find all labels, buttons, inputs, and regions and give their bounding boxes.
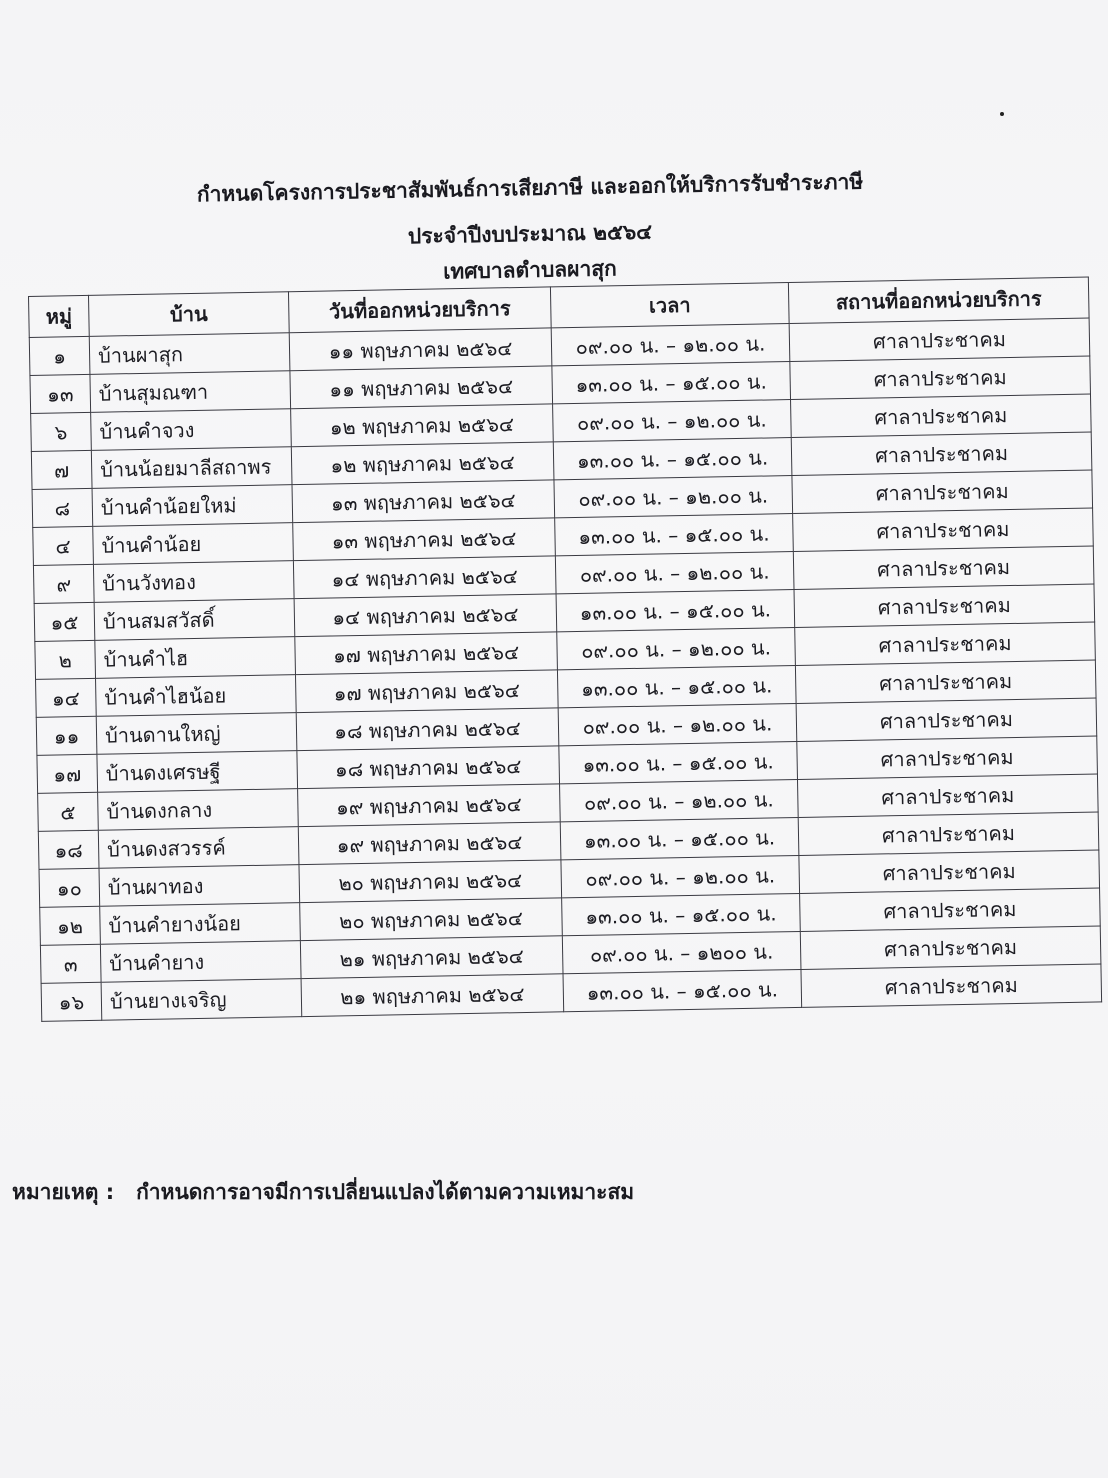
document-subtitle-fiscal-year: ประจำปีงบประมาณ ๒๕๖๔ <box>407 219 653 249</box>
cell-village: บ้านคำน้อยใหม่ <box>92 485 293 527</box>
cell-place: ศาลาประชาคม <box>799 850 1100 893</box>
cell-village: บ้านดงกลาง <box>98 789 299 831</box>
header-date: วันที่ออกหน่วยบริการ <box>288 287 551 333</box>
cell-date: ๒๐ พฤษภาคม ๒๕๖๔ <box>299 860 562 903</box>
cell-moo: ๑๓ <box>30 374 91 413</box>
cell-village: บ้านคำยาง <box>100 941 301 983</box>
cell-village: บ้านดงเศรษฐี <box>97 751 298 793</box>
cell-time: ๑๓.๐๐ น. – ๑๕.๐๐ น. <box>559 741 798 783</box>
cell-time: ๐๙.๐๐ น. – ๑๒.๐๐ น. <box>553 400 792 442</box>
cell-date: ๑๑ พฤษภาคม ๒๕๖๔ <box>290 366 553 409</box>
cell-place: ศาลาประชาคม <box>796 698 1097 741</box>
cell-place: ศาลาประชาคม <box>793 508 1094 551</box>
cell-place: ศาลาประชาคม <box>790 356 1091 399</box>
schedule-table-wrapper <box>28 277 1101 1022</box>
cell-village: บ้านผาทอง <box>99 865 300 907</box>
cell-place: ศาลาประชาคม <box>800 926 1101 969</box>
cell-date: ๑๙ พฤษภาคม ๒๕๖๔ <box>298 784 561 827</box>
cell-time: ๐๙.๐๐ น. – ๑๒.๐๐ น. <box>557 628 796 670</box>
cell-date: ๑๔ พฤษภาคม ๒๕๖๔ <box>293 556 556 599</box>
cell-date: ๑๒ พฤษภาคม ๒๕๖๔ <box>291 442 554 485</box>
cell-date: ๑๘ พฤษภาคม ๒๕๖๔ <box>297 746 560 789</box>
cell-moo: ๑ <box>29 336 90 375</box>
cell-place: ศาลาประชาคม <box>793 546 1094 589</box>
cell-village: บ้านคำไฮน้อย <box>96 675 297 717</box>
cell-date: ๑๗ พฤษภาคม ๒๕๖๔ <box>295 632 558 675</box>
cell-place: ศาลาประชาคม <box>792 470 1093 513</box>
cell-date: ๒๑ พฤษภาคม ๒๕๖๔ <box>301 974 564 1017</box>
cell-moo: ๑๒ <box>40 906 101 945</box>
cell-moo: ๑๗ <box>37 754 98 793</box>
cell-village: บ้านดานใหญ่ <box>96 713 297 755</box>
cell-place: ศาลาประชาคม <box>797 774 1098 817</box>
footnote <box>12 1176 634 1209</box>
cell-time: ๑๓.๐๐ น. – ๑๕.๐๐ น. <box>556 590 795 632</box>
cell-village: บ้านดงสวรรค์ <box>98 827 299 869</box>
cell-time: ๑๓.๐๐ น. – ๑๕.๐๐ น. <box>552 362 791 404</box>
cell-moo: ๑๑ <box>36 716 97 755</box>
cell-moo: ๘ <box>32 488 93 527</box>
cell-time: ๐๙.๐๐ น. – ๑๒.๐๐ น. <box>561 855 800 897</box>
footnote-text: กำหนดการอาจมีการเปลี่ยนแปลงได้ตามความเหมาะสม <box>136 1180 635 1204</box>
cell-date: ๑๗ พฤษภาคม ๒๕๖๔ <box>295 670 558 713</box>
cell-date: ๑๓ พฤษภาคม ๒๕๖๔ <box>293 518 556 561</box>
cell-date: ๒๑ พฤษภาคม ๒๕๖๔ <box>300 936 563 979</box>
cell-time: ๐๙.๐๐ น. – ๑๒๐๐ น. <box>562 931 801 973</box>
cell-place: ศาลาประชาคม <box>795 660 1096 703</box>
cell-village: บ้านสมสวัสดิ์ <box>94 599 295 641</box>
cell-time: ๑๓.๐๐ น. – ๑๕.๐๐ น. <box>562 893 801 935</box>
header-time: เวลา <box>550 283 789 328</box>
cell-moo: ๓ <box>40 944 101 983</box>
cell-moo: ๗ <box>31 450 92 489</box>
header-place: สถานที่ออกหน่วยบริการ <box>788 277 1089 323</box>
cell-time: ๐๙.๐๐ น. – ๑๒.๐๐ น. <box>560 779 799 821</box>
cell-date: ๑๘ พฤษภาคม ๒๕๖๔ <box>296 708 559 751</box>
cell-village: บ้านสุมณฑา <box>90 371 291 413</box>
cell-moo: ๔ <box>33 526 94 565</box>
cell-moo: ๖ <box>31 412 92 451</box>
cell-village: บ้านยางเจริญ <box>101 979 302 1021</box>
cell-moo: ๑๔ <box>36 678 97 717</box>
cell-moo: ๒ <box>35 640 96 679</box>
cell-village: บ้านน้อยมาลีสถาพร <box>91 447 292 489</box>
cell-moo: ๑๐ <box>39 868 100 907</box>
cell-place: ศาลาประชาคม <box>789 318 1090 361</box>
document-title: กำหนดโครงการประชาสัมพันธ์การเสียภาษี และออกให้บริการรับชำระภาษี <box>196 169 864 207</box>
cell-place: ศาลาประชาคม <box>794 584 1095 627</box>
cell-time: ๐๙.๐๐ น. – ๑๒.๐๐ น. <box>554 476 793 518</box>
cell-time: ๑๓.๐๐ น. – ๑๕.๐๐ น. <box>563 969 802 1011</box>
cell-moo: ๑๘ <box>38 830 99 869</box>
cell-time: ๑๓.๐๐ น. – ๑๕.๐๐ น. <box>557 665 796 707</box>
cell-place: ศาลาประชาคม <box>797 736 1098 779</box>
cell-village: บ้านคำจวง <box>91 409 292 451</box>
cell-place: ศาลาประชาคม <box>791 432 1092 475</box>
cell-moo: ๑๖ <box>41 982 102 1021</box>
cell-place: ศาลาประชาคม <box>801 964 1102 1007</box>
cell-date: ๑๓ พฤษภาคม ๒๕๖๔ <box>292 480 555 523</box>
cell-village: บ้านคำไฮ <box>95 637 296 679</box>
cell-place: ศาลาประชาคม <box>795 622 1096 665</box>
cell-time: ๑๓.๐๐ น. – ๑๕.๐๐ น. <box>555 514 794 556</box>
cell-date: ๑๔ พฤษภาคม ๒๕๖๔ <box>294 594 557 637</box>
cell-moo: ๙ <box>33 564 94 603</box>
cell-date: ๑๑ พฤษภาคม ๒๕๖๔ <box>289 328 552 371</box>
cell-date: ๑๙ พฤษภาคม ๒๕๖๔ <box>298 822 561 865</box>
cell-time: ๐๙.๐๐ น. – ๑๒.๐๐ น. <box>555 552 794 594</box>
header-moo: หมู่ <box>29 295 90 337</box>
cell-moo: ๑๕ <box>34 602 95 641</box>
schedule-table <box>28 277 1102 1022</box>
cell-place: ศาลาประชาคม <box>800 888 1101 931</box>
table-body <box>29 318 1101 1021</box>
cell-time: ๐๙.๐๐ น. – ๑๒.๐๐ น. <box>558 703 797 745</box>
cell-village: บ้านวังทอง <box>93 561 294 603</box>
footnote-label: หมายเหตุ : <box>12 1180 115 1204</box>
cell-place: ศาลาประชาคม <box>791 394 1092 437</box>
cell-village: บ้านคำยางน้อย <box>100 903 301 945</box>
document-subtitle-municipality: เทศบาลตำบลผาสุก <box>442 256 618 284</box>
header-village: บ้าน <box>88 292 289 337</box>
paper-speck <box>1000 112 1004 116</box>
cell-moo: ๕ <box>38 792 99 831</box>
cell-date: ๒๐ พฤษภาคม ๒๕๖๔ <box>300 898 563 941</box>
cell-date: ๑๒ พฤษภาคม ๒๕๖๔ <box>291 404 554 447</box>
cell-time: ๑๓.๐๐ น. – ๑๕.๐๐ น. <box>553 438 792 480</box>
cell-time: ๑๓.๐๐ น. – ๑๕.๐๐ น. <box>560 817 799 859</box>
cell-place: ศาลาประชาคม <box>798 812 1099 855</box>
cell-village: บ้านผาสุก <box>89 333 290 375</box>
cell-village: บ้านคำน้อย <box>93 523 294 565</box>
cell-time: ๐๙.๐๐ น. – ๑๒.๐๐ น. <box>551 324 790 366</box>
